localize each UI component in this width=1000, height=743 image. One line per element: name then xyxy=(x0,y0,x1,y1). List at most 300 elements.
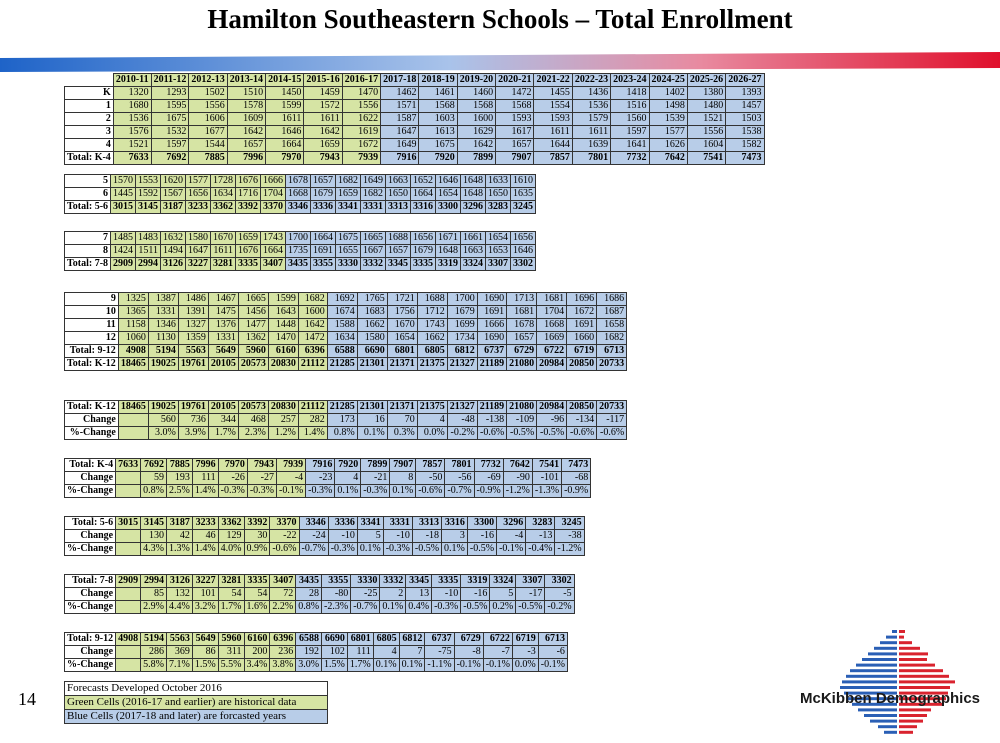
row-label: Change xyxy=(65,588,116,601)
logo-bar-right xyxy=(899,664,935,667)
page-number: 14 xyxy=(18,689,36,709)
table-cell: 59 xyxy=(141,472,167,485)
enrollment-table-2 xyxy=(64,174,536,214)
table-cell: 1676 xyxy=(236,245,261,258)
table-cell: 3330 xyxy=(336,258,361,271)
table-cell: -0.7% xyxy=(445,485,474,498)
table-cell: 1646 xyxy=(266,126,304,139)
table-cell: 1675 xyxy=(419,139,457,152)
row-label: 8 xyxy=(65,245,111,258)
table-cell: 1692 xyxy=(327,293,357,306)
logo-bar-left xyxy=(840,686,897,689)
row-label: %-Change xyxy=(65,543,116,556)
table-cell: 7916 xyxy=(306,459,335,472)
table-row xyxy=(65,245,536,258)
logo-bar-left xyxy=(856,664,897,667)
year-header: 2013-14 xyxy=(227,74,265,87)
table-cell xyxy=(116,588,141,601)
table-cell: 1593 xyxy=(534,113,572,126)
table-cell: 3281 xyxy=(218,575,244,588)
table-cell: -24 xyxy=(299,530,328,543)
table-cell: 0.1% xyxy=(442,543,468,556)
table-cell: 1662 xyxy=(417,332,447,345)
table-cell: 20850 xyxy=(567,401,597,414)
table-cell: 20573 xyxy=(238,401,268,414)
table-cell: -0.9% xyxy=(474,485,503,498)
table-cell: 1704 xyxy=(537,306,567,319)
table-cell: 3302 xyxy=(545,575,574,588)
table-cell: 21189 xyxy=(477,401,506,414)
table-cell: 30 xyxy=(244,530,270,543)
table-cell: 1686 xyxy=(597,293,627,306)
year-header: 2017-18 xyxy=(381,74,419,87)
table-cell: 1690 xyxy=(477,293,506,306)
table-cell: 101 xyxy=(192,588,218,601)
table-cell: 5.8% xyxy=(141,659,167,672)
table-row xyxy=(65,530,585,543)
table-cell: 1658 xyxy=(597,319,627,332)
table-cell: 1567 xyxy=(161,188,186,201)
logo-bar-right xyxy=(899,725,917,728)
table-cell: -0.5% xyxy=(537,427,567,440)
logo-bar-right xyxy=(899,636,904,639)
table-cell: 4908 xyxy=(118,345,148,358)
table-cell: 6719 xyxy=(567,345,597,358)
table-cell: 7801 xyxy=(445,459,474,472)
table-cell: 3346 xyxy=(299,517,328,530)
table-cell: 1700 xyxy=(286,232,311,245)
logo-bar-left xyxy=(850,669,897,672)
table-cell: 1611 xyxy=(211,245,236,258)
table-cell: -101 xyxy=(532,472,561,485)
table-cell: 0.1% xyxy=(357,543,383,556)
table-cell: 1657 xyxy=(227,139,265,152)
table-cell: 0.1% xyxy=(357,427,387,440)
table-row xyxy=(65,543,585,556)
table-cell: 5960 xyxy=(218,633,244,646)
table-cell: 6396 xyxy=(298,345,327,358)
logo-bar-right xyxy=(899,630,905,633)
table-row xyxy=(65,232,536,245)
table-cell: 6719 xyxy=(512,633,538,646)
table-cell: 3362 xyxy=(218,517,244,530)
table-cell: 7899 xyxy=(361,459,390,472)
table-row xyxy=(65,319,627,332)
table-cell: 1609 xyxy=(227,113,265,126)
table-cell: 0.1% xyxy=(373,659,399,672)
table-cell: 111 xyxy=(192,472,218,485)
table-cell: 1653 xyxy=(486,245,511,258)
table-cell xyxy=(116,543,141,556)
table-cell: -4 xyxy=(497,530,526,543)
table-cell: 2.3% xyxy=(238,427,268,440)
table-cell: 1664 xyxy=(311,232,336,245)
table-cell: 1661 xyxy=(461,232,486,245)
table-cell: 6812 xyxy=(399,633,425,646)
table-cell: 4908 xyxy=(116,633,141,646)
table-cell: 0.0% xyxy=(512,659,538,672)
table-cell: 46 xyxy=(192,530,218,543)
table-cell: 1664 xyxy=(411,188,436,201)
table-cell: 4.0% xyxy=(218,543,244,556)
table-cell: 5563 xyxy=(166,633,192,646)
table-cell: 20850 xyxy=(567,358,597,371)
table-cell: 3331 xyxy=(361,201,386,214)
legend-historical: Green Cells (2016-17 and earlier) are historical data xyxy=(65,696,328,710)
logo-bar-left xyxy=(864,714,897,717)
table-cell: 1743 xyxy=(261,232,286,245)
table-cell: 1672 xyxy=(342,139,380,152)
table-cell: 19761 xyxy=(178,358,208,371)
row-label: %-Change xyxy=(65,427,119,440)
table-row xyxy=(65,332,627,345)
year-header: 2019-20 xyxy=(457,74,495,87)
table-cell: 4.4% xyxy=(166,601,192,614)
table-cell: 7885 xyxy=(166,459,192,472)
legend xyxy=(64,681,328,724)
table-cell: 1713 xyxy=(507,293,537,306)
table-cell: 1510 xyxy=(227,87,265,100)
table-cell: 1662 xyxy=(357,319,387,332)
table-cell: -0.5% xyxy=(507,427,537,440)
table-cell: -0.6% xyxy=(567,427,597,440)
table-cell: -75 xyxy=(425,646,454,659)
table-row xyxy=(65,646,568,659)
enrollment-table-4 xyxy=(64,292,627,371)
table-row xyxy=(65,152,765,165)
table-cell: 1665 xyxy=(238,293,268,306)
table-cell: 1556 xyxy=(687,126,725,139)
table-cell: 1511 xyxy=(136,245,161,258)
table-cell: 1657 xyxy=(507,332,537,345)
row-label: Change xyxy=(65,414,119,427)
table-cell: 6729 xyxy=(454,633,483,646)
table-cell: 1670 xyxy=(387,319,417,332)
row-label: %-Change xyxy=(65,601,116,614)
table-cell: 1599 xyxy=(266,100,304,113)
table-cell: 3283 xyxy=(526,517,555,530)
table-cell: 1655 xyxy=(336,245,361,258)
year-header: 2021-22 xyxy=(534,74,572,87)
row-label: 2 xyxy=(65,113,114,126)
table-cell: 1467 xyxy=(208,293,238,306)
table-cell: 1622 xyxy=(342,113,380,126)
table-cell: 3126 xyxy=(166,575,192,588)
table-cell: 1480 xyxy=(687,100,725,113)
table-cell: -0.5% xyxy=(412,543,441,556)
table-cell: 6690 xyxy=(357,345,387,358)
logo-bar-left xyxy=(846,675,897,678)
table-row xyxy=(65,575,575,588)
table-cell: 3319 xyxy=(461,575,490,588)
table-cell: 1647 xyxy=(381,126,419,139)
table-cell: 1611 xyxy=(572,126,610,139)
table-cell: 1682 xyxy=(361,188,386,201)
table-cell: 54 xyxy=(244,588,270,601)
table-cell: 3227 xyxy=(186,258,211,271)
table-cell: 130 xyxy=(141,530,167,543)
table-cell: 0.2% xyxy=(490,601,516,614)
table-cell: 1391 xyxy=(178,306,208,319)
table-cell xyxy=(116,485,141,498)
table-cell: 344 xyxy=(208,414,238,427)
table-cell: 3302 xyxy=(511,258,536,271)
table-cell: 21375 xyxy=(417,358,447,371)
table-cell: 3296 xyxy=(497,517,526,530)
table-cell: -16 xyxy=(461,588,490,601)
table-cell: 1456 xyxy=(238,306,268,319)
table-cell: 3341 xyxy=(357,517,383,530)
table-cell: -48 xyxy=(447,414,477,427)
table-cell: -3 xyxy=(512,646,538,659)
table-cell: 1477 xyxy=(238,319,268,332)
table-cell: 3345 xyxy=(386,258,411,271)
table-cell: 1688 xyxy=(386,232,411,245)
table-cell: 1642 xyxy=(227,126,265,139)
table-cell: 18465 xyxy=(118,358,148,371)
table-cell: 3296 xyxy=(461,201,486,214)
table-cell: 1600 xyxy=(298,306,327,319)
table-cell: 1158 xyxy=(118,319,148,332)
table-cell: 3407 xyxy=(270,575,296,588)
table-cell: 0.0% xyxy=(417,427,447,440)
table-cell: 1663 xyxy=(386,175,411,188)
table-cell: 3.8% xyxy=(270,659,296,672)
table-cell: 6729 xyxy=(507,345,537,358)
table-cell: 20105 xyxy=(208,401,238,414)
logo-bar-left xyxy=(862,658,897,661)
table-cell: 1654 xyxy=(486,232,511,245)
table-cell: 1536 xyxy=(572,100,610,113)
table-cell: 7996 xyxy=(227,152,265,165)
table-cell: 3233 xyxy=(186,201,211,214)
table-cell: 21112 xyxy=(298,401,327,414)
table-cell: 1472 xyxy=(298,332,327,345)
table-cell: 3319 xyxy=(436,258,461,271)
table-cell: 6812 xyxy=(447,345,477,358)
table-cell: 200 xyxy=(244,646,270,659)
table-cell: 3187 xyxy=(161,201,186,214)
table-cell: 3336 xyxy=(328,517,357,530)
table-cell: -96 xyxy=(537,414,567,427)
row-label: Change xyxy=(65,530,116,543)
table-cell: 1700 xyxy=(447,293,477,306)
row-label: 1 xyxy=(65,100,114,113)
year-header: 2018-19 xyxy=(419,74,457,87)
table-cell: 1538 xyxy=(726,126,764,139)
table-cell: 7541 xyxy=(687,152,725,165)
table-cell: 3187 xyxy=(166,517,192,530)
table-cell: 1659 xyxy=(336,188,361,201)
table-cell: 1735 xyxy=(286,245,311,258)
table-cell: 1668 xyxy=(537,319,567,332)
table-cell: 3145 xyxy=(141,517,167,530)
table-cell: -1.1% xyxy=(425,659,454,672)
year-header: 2015-16 xyxy=(304,74,342,87)
table-row xyxy=(65,427,627,440)
table-cell: -0.7% xyxy=(299,543,328,556)
year-header-row xyxy=(65,74,765,87)
table-cell: 3345 xyxy=(406,575,432,588)
table-cell: -0.2% xyxy=(545,601,574,614)
table-cell: 21112 xyxy=(298,358,327,371)
table-cell: -0.1% xyxy=(538,659,567,672)
table-cell: -22 xyxy=(270,530,299,543)
table-cell: 6737 xyxy=(477,345,506,358)
table-cell: 7907 xyxy=(390,459,416,472)
table-cell: 1679 xyxy=(311,188,336,201)
table-cell: 1.5% xyxy=(322,659,348,672)
table-cell: 7.1% xyxy=(166,659,192,672)
table-cell: 42 xyxy=(166,530,192,543)
table-cell: 1521 xyxy=(687,113,725,126)
year-header: 2026-27 xyxy=(726,74,764,87)
table-cell: 7 xyxy=(399,646,425,659)
table-row xyxy=(65,517,585,530)
table-cell: 1642 xyxy=(457,139,495,152)
table-cell: 1642 xyxy=(304,126,342,139)
table-cell: 1494 xyxy=(161,245,186,258)
table-cell: 21371 xyxy=(387,358,417,371)
table-cell: 1600 xyxy=(457,113,495,126)
table-cell: 16 xyxy=(357,414,387,427)
table-cell: 1568 xyxy=(419,100,457,113)
table-cell: 1593 xyxy=(496,113,534,126)
table-cell: 1331 xyxy=(148,306,178,319)
table-cell: 3.2% xyxy=(192,601,218,614)
enrollment-table-8 xyxy=(64,574,575,614)
table-cell: 7970 xyxy=(218,459,247,472)
table-cell: 1327 xyxy=(178,319,208,332)
table-cell: 6805 xyxy=(373,633,399,646)
table-cell: 286 xyxy=(141,646,167,659)
table-cell: 1676 xyxy=(236,175,261,188)
logo-bar-right xyxy=(899,641,912,644)
table-cell: -117 xyxy=(597,414,627,427)
year-header: 2010-11 xyxy=(113,74,151,87)
table-cell: 1634 xyxy=(327,332,357,345)
table-cell: 1060 xyxy=(118,332,148,345)
table-cell: 1619 xyxy=(342,126,380,139)
table-row xyxy=(65,601,575,614)
year-header: 2011-12 xyxy=(151,74,189,87)
table-cell: 736 xyxy=(178,414,208,427)
table-cell xyxy=(116,530,141,543)
logo-bar-left xyxy=(880,641,897,644)
table-cell: 7939 xyxy=(277,459,306,472)
row-label: Total: 7-8 xyxy=(65,258,111,271)
table-cell: 21285 xyxy=(327,358,357,371)
row-label: Total: K-12 xyxy=(65,358,119,371)
table-cell: 1568 xyxy=(496,100,534,113)
table-cell: 1649 xyxy=(361,175,386,188)
table-cell: 7916 xyxy=(381,152,419,165)
year-header: 2025-26 xyxy=(687,74,725,87)
table-cell: 1704 xyxy=(261,188,286,201)
table-cell: 3355 xyxy=(311,258,336,271)
table-cell xyxy=(116,601,141,614)
table-cell: 3336 xyxy=(311,201,336,214)
table-cell: 257 xyxy=(268,414,298,427)
table-cell: 1691 xyxy=(567,319,597,332)
table-cell: -0.3% xyxy=(361,485,390,498)
table-cell: 1402 xyxy=(649,87,687,100)
table-cell: 1556 xyxy=(342,100,380,113)
table-cell: 1672 xyxy=(567,306,597,319)
table-cell: 1610 xyxy=(511,175,536,188)
table-cell: 3245 xyxy=(511,201,536,214)
table-cell: 1671 xyxy=(436,232,461,245)
table-cell: 111 xyxy=(347,646,373,659)
table-cell: 1660 xyxy=(567,332,597,345)
table-cell: 282 xyxy=(298,414,327,427)
table-cell: 1675 xyxy=(336,232,361,245)
table-cell: -0.5% xyxy=(516,601,545,614)
table-row xyxy=(65,358,627,371)
table-row xyxy=(65,175,536,188)
table-row xyxy=(65,459,591,472)
table-cell: 4 xyxy=(335,472,361,485)
table-cell: -0.1% xyxy=(483,659,512,672)
table-cell: 1690 xyxy=(477,332,506,345)
table-cell: 3341 xyxy=(336,201,361,214)
table-cell: 1647 xyxy=(186,245,211,258)
table-cell: 0.4% xyxy=(406,601,432,614)
table-cell: 54 xyxy=(218,588,244,601)
table-row xyxy=(65,126,765,139)
table-cell: 2994 xyxy=(136,258,161,271)
row-label: 12 xyxy=(65,332,119,345)
table-cell: 560 xyxy=(148,414,178,427)
table-cell: -0.1% xyxy=(497,543,526,556)
table-cell: 1639 xyxy=(572,139,610,152)
table-cell: 3307 xyxy=(516,575,545,588)
table-cell: -0.3% xyxy=(328,543,357,556)
table-cell: 3335 xyxy=(244,575,270,588)
table-cell: 3126 xyxy=(161,258,186,271)
table-cell: 1680 xyxy=(113,100,151,113)
table-cell: 1629 xyxy=(457,126,495,139)
table-cell: 1445 xyxy=(111,188,136,201)
table-cell: 1578 xyxy=(227,100,265,113)
table-cell: -0.3% xyxy=(218,485,247,498)
table-cell: 1677 xyxy=(189,126,227,139)
logo-bar-right xyxy=(899,652,928,655)
table-cell: 1649 xyxy=(381,139,419,152)
table-cell: -10 xyxy=(383,530,412,543)
table-cell: 1663 xyxy=(461,245,486,258)
table-cell xyxy=(116,646,141,659)
table-cell: 1376 xyxy=(208,319,238,332)
table-cell: 3227 xyxy=(192,575,218,588)
table-cell: 0.1% xyxy=(390,485,416,498)
table-cell: 1712 xyxy=(417,306,447,319)
table-cell: -80 xyxy=(322,588,351,601)
table-cell: 0.8% xyxy=(296,601,322,614)
table-cell: -17 xyxy=(516,588,545,601)
row-label: Total: 9-12 xyxy=(65,633,116,646)
year-header: 2014-15 xyxy=(266,74,304,87)
table-cell: 20733 xyxy=(597,401,627,414)
table-cell: 1.4% xyxy=(192,543,218,556)
table-cell: 1691 xyxy=(477,306,506,319)
logo-bar-left xyxy=(884,731,897,734)
table-cell: -138 xyxy=(477,414,506,427)
logo-bar-right xyxy=(899,647,920,650)
table-cell xyxy=(118,427,148,440)
table-cell: 1588 xyxy=(327,319,357,332)
table-row xyxy=(65,472,591,485)
